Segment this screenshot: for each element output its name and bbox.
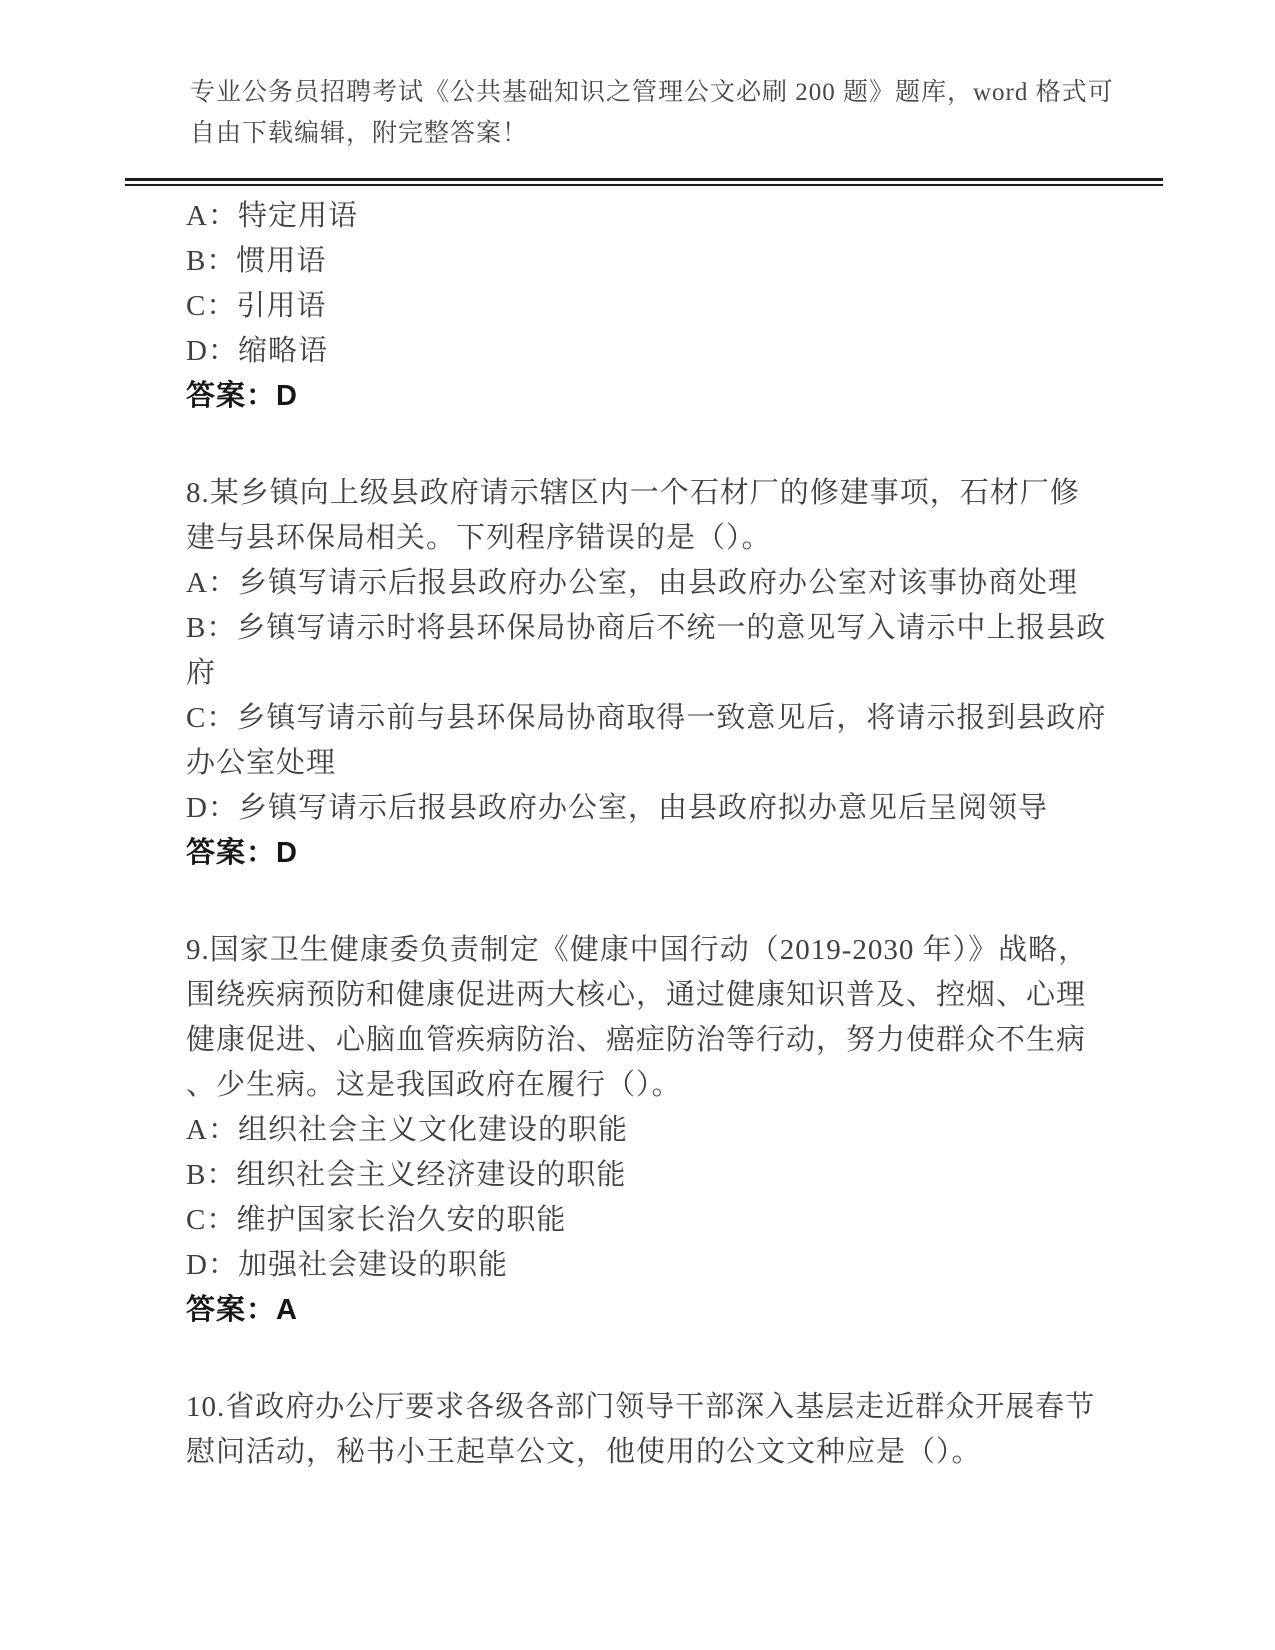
q8-answer: 答案：D (186, 837, 298, 869)
q8-option-b-line-1: B：乡镇写请示时将县环保局协商后不统一的意见写入请示中上报县政 (186, 612, 1107, 644)
q9-stem-line-2: 围绕疾病预防和健康促进两大核心，通过健康知识普及、控烟、心理 (186, 979, 1087, 1011)
q7-option-d: D：缩略语 (186, 335, 328, 367)
q8-option-d: D：乡镇写请示后报县政府办公室，由县政府拟办意见后呈阅领导 (186, 792, 1048, 824)
q8-option-b-line-2: 府 (186, 657, 217, 689)
q9-option-b: B：组织社会主义经济建设的职能 (186, 1159, 627, 1191)
header-divider-double-rule (125, 178, 1163, 186)
q7-answer: 答案：D (186, 380, 298, 412)
q8-option-c-line-1: C：乡镇写请示前与县环保局协商取得一致意见后，将请示报到县政府 (186, 702, 1107, 734)
q9-option-a: A：组织社会主义文化建设的职能 (186, 1114, 628, 1146)
q9-answer: 答案：A (186, 1294, 298, 1326)
document-body (186, 194, 1146, 1475)
q7-option-c: C：引用语 (186, 290, 327, 322)
question-7-options-block (186, 194, 1146, 419)
q7-option-a: A：特定用语 (186, 200, 358, 232)
document-header (190, 72, 1114, 154)
q9-option-d: D：加强社会建设的职能 (186, 1249, 508, 1281)
q9-stem-line-4: 、少生病。这是我国政府在履行（）。 (186, 1069, 682, 1101)
q7-option-b: B：惯用语 (186, 245, 327, 277)
question-9-block (186, 928, 1146, 1333)
q8-stem-line-1: 8.某乡镇向上级县政府请示辖区内一个石材厂的修建事项，石材厂修 (186, 477, 1080, 509)
q8-stem-line-2: 建与县环保局相关。下列程序错误的是（）。 (186, 522, 772, 554)
question-8-block (186, 471, 1146, 876)
question-10-block (186, 1385, 1146, 1475)
q8-option-a: A：乡镇写请示后报县政府办公室，由县政府办公室对该事协商处理 (186, 567, 1078, 599)
q10-stem-line-1: 10.省政府办公厅要求各级各部门领导干部深入基层走近群众开展春节 (186, 1391, 1096, 1423)
q10-stem-line-2: 慰问活动，秘书小王起草公文，他使用的公文文种应是（）。 (186, 1436, 982, 1468)
header-text-line-1: 专业公务员招聘考试《公共基础知识之管理公文必刷 200 题》题库，word 格式可 (190, 79, 1114, 106)
q8-option-c-line-2: 办公室处理 (186, 747, 337, 779)
header-text-line-2: 自由下载编辑，附完整答案！ (190, 120, 529, 147)
q9-option-c: C：维护国家长治久安的职能 (186, 1204, 567, 1236)
q9-stem-line-1: 9.国家卫生健康委负责制定《健康中国行动（2019-2030 年）》战略， (186, 934, 1089, 966)
q9-stem-line-3: 健康促进、心脑血管疾病防治、癌症防治等行动，努力使群众不生病 (186, 1024, 1087, 1056)
